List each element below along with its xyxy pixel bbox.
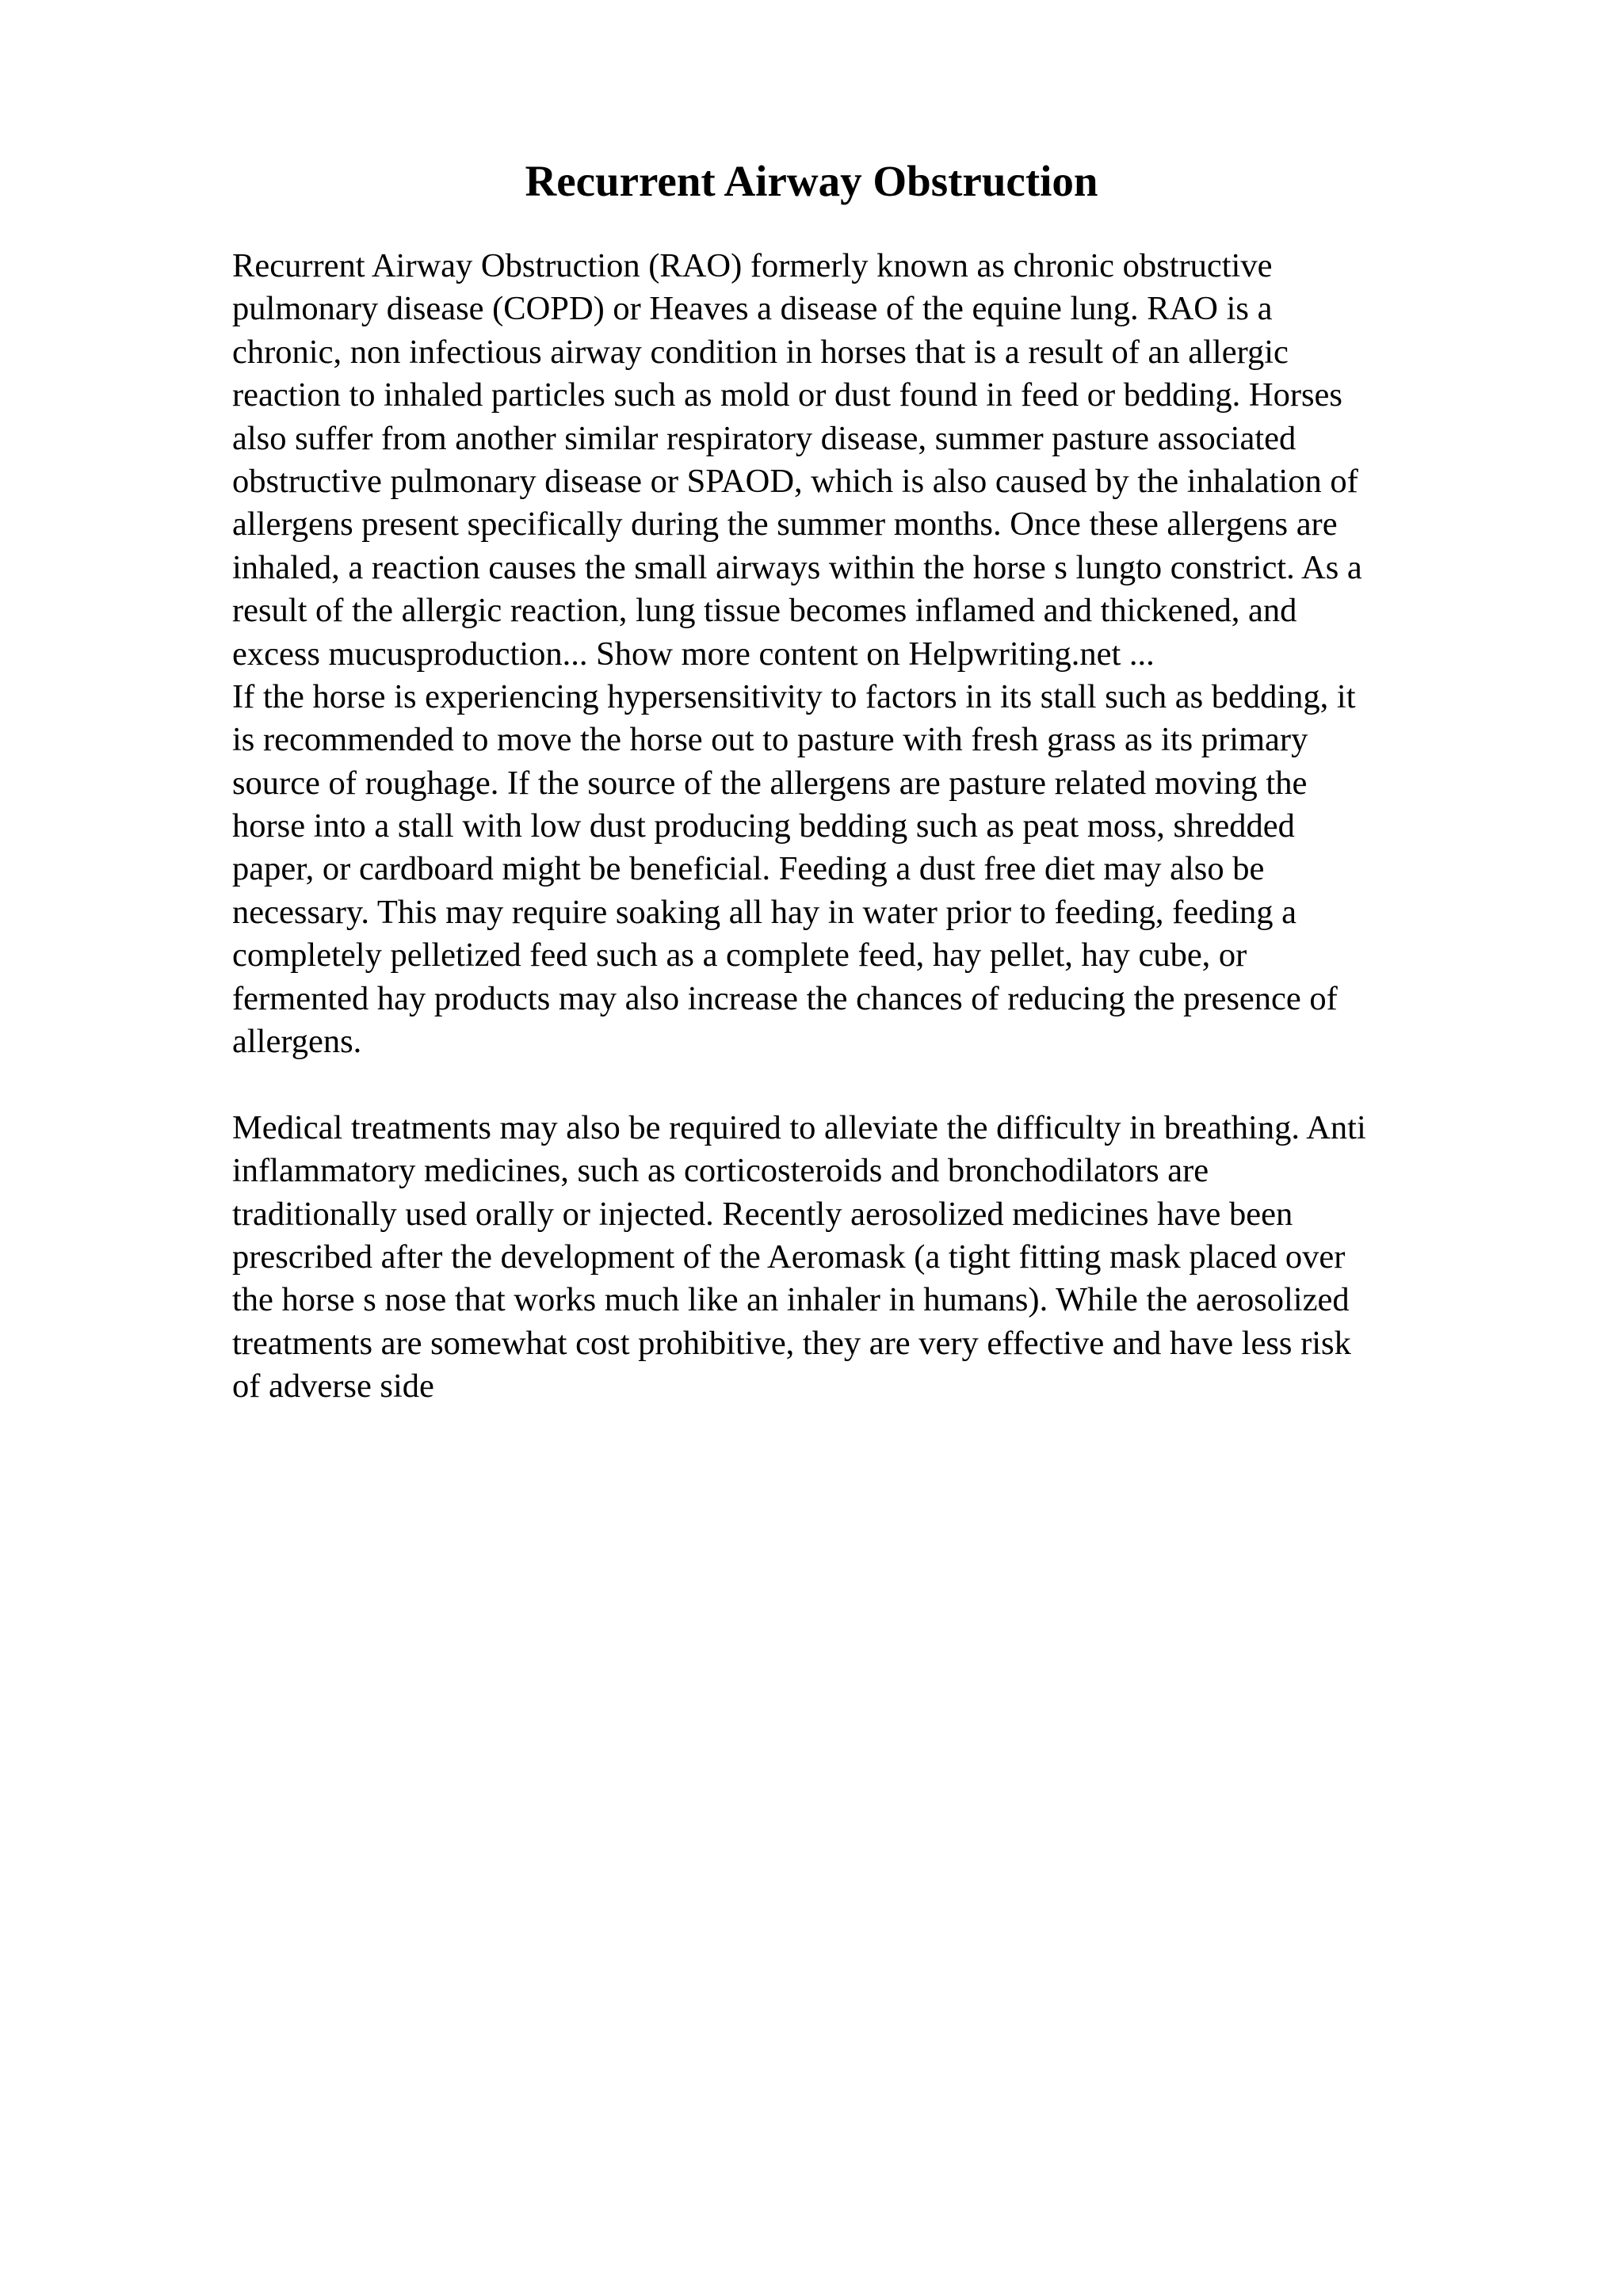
- text-line: source of roughage. If the source of the allergens are pasture related moving the: [232, 764, 1308, 802]
- text-line: the horse s nose that works much like an inhaler in humans). While the aerosolized: [232, 1281, 1350, 1319]
- text-line: is recommended to move the horse out to pasture with fresh grass as its primary: [232, 721, 1308, 759]
- text-line: excess mucusproduction... Show more content on Helpwriting.net ...: [232, 635, 1155, 673]
- text-line: completely pelletized feed such as a complete feed, hay pellet, hay cube, or: [232, 936, 1247, 974]
- text-line: Recurrent Airway Obstruction (RAO) formerly known as chronic obstructive: [232, 247, 1273, 284]
- text-line: horse into a stall with low dust producing bedding such as peat moss, shredded: [232, 807, 1295, 845]
- text-line: result of the allergic reaction, lung tissue becomes inflamed and thickened, and: [232, 592, 1297, 630]
- text-line: reaction to inhaled particles such as mold or dust found in feed or bedding. Horses: [232, 376, 1342, 414]
- text-line: fermented hay products may also increase the chances of reducing the presence of: [232, 979, 1338, 1017]
- text-line: chronic, non infectious airway condition in horses that is a result of an allergic: [232, 333, 1289, 371]
- paragraph-spacer: [232, 1063, 1484, 1106]
- paragraph-intro: [232, 245, 1484, 676]
- text-line: traditionally used orally or injected. Recently aerosolized medicines have been: [232, 1195, 1293, 1233]
- text-line: Medical treatments may also be required to alleviate the difficulty in breathing. Anti: [232, 1108, 1366, 1146]
- paragraph-medical: [232, 1107, 1484, 1409]
- document-title: Recurrent Airway Obstruction: [525, 157, 1098, 205]
- paragraph-management: [232, 676, 1484, 1064]
- text-line: prescribed after the development of the Aeromask (a tight fitting mask placed over: [232, 1238, 1346, 1276]
- document-body: [232, 245, 1484, 1409]
- text-line: of adverse side: [232, 1367, 434, 1405]
- text-line: pulmonary disease (COPD) or Heaves a disease of the equine lung. RAO is a: [232, 290, 1273, 328]
- text-line: inhaled, a reaction causes the small airways within the horse s lungto constrict. As a: [232, 548, 1362, 586]
- text-line: also suffer from another similar respiratory disease, summer pasture associated: [232, 419, 1296, 457]
- text-line: If the horse is experiencing hypersensitivity to factors in its stall such as bedding, it: [232, 677, 1356, 715]
- text-line: allergens present specifically during the summer months. Once these allergens are: [232, 505, 1338, 543]
- text-line: allergens.: [232, 1023, 362, 1061]
- text-line: treatments are somewhat cost prohibitive, they are very effective and have less risk: [232, 1324, 1351, 1362]
- text-line: paper, or cardboard might be beneficial. Feeding a dust free diet may also be: [232, 850, 1265, 888]
- text-line: necessary. This may require soaking all hay in water prior to feeding, feeding a: [232, 893, 1297, 931]
- text-line: inflammatory medicines, such as corticosteroids and bronchodilators are: [232, 1152, 1209, 1190]
- text-line: obstructive pulmonary disease or SPAOD, which is also caused by the inhalation of: [232, 462, 1358, 500]
